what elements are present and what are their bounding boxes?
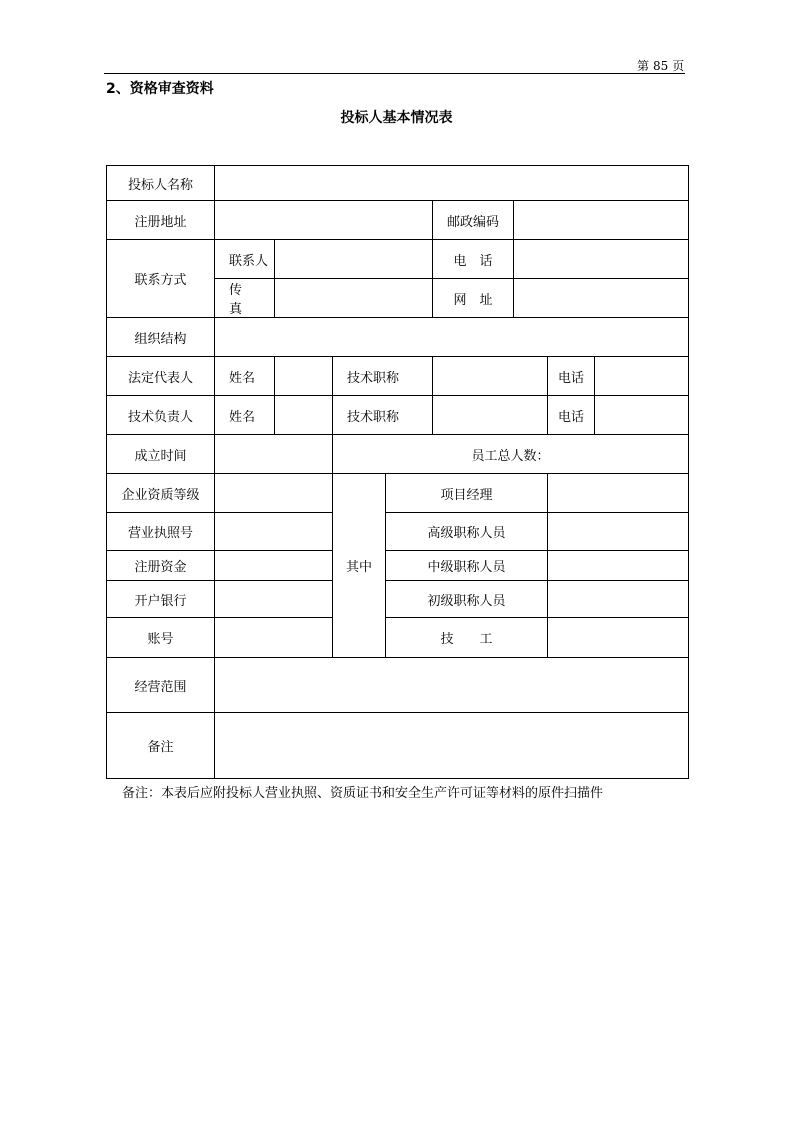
label-phone: 电 话 [433,240,514,279]
label-org-structure: 组织结构 [107,318,215,357]
label-bidder-name: 投标人名称 [107,166,215,201]
value-phone[interactable] [514,240,689,279]
label-legal-rep-title: 技术职称 [333,357,433,396]
label-fax: 传 真 [215,279,275,318]
value-fax[interactable] [275,279,433,318]
section-title: 2、资格审查资料 [106,81,214,97]
value-reg-address[interactable] [215,201,433,240]
value-technician[interactable] [548,618,689,658]
label-business-scope: 经营范围 [107,658,215,713]
page-number-value: 85 [653,59,669,73]
label-reg-address: 注册地址 [107,201,215,240]
label-tech-lead-phone: 电话 [548,396,595,435]
label-tech-lead: 技术负责人 [107,396,215,435]
page-number-suffix: 页 [672,59,685,73]
label-legal-rep-name: 姓名 [215,357,275,396]
label-bank: 开户银行 [107,581,215,618]
value-postal-code[interactable] [514,201,689,240]
label-contact-method: 联系方式 [107,240,215,318]
label-founded: 成立时间 [107,435,215,474]
value-reg-capital[interactable] [215,551,333,581]
label-senior-title: 高级职称人员 [386,513,548,551]
page-number-prefix: 第 [637,59,650,73]
label-legal-rep: 法定代表人 [107,357,215,396]
value-legal-rep-title[interactable] [433,357,548,396]
label-business-license: 营业执照号 [107,513,215,551]
value-business-scope[interactable] [215,658,689,713]
label-contact-person: 联系人 [215,240,275,279]
header-rule [104,73,685,74]
value-tech-lead-name[interactable] [275,396,333,435]
label-tech-lead-title: 技术职称 [333,396,433,435]
value-bank[interactable] [215,581,333,618]
table-row [107,166,689,201]
table-row [107,357,689,396]
label-legal-rep-phone: 电话 [548,357,595,396]
table-row [107,713,689,779]
form-title: 投标人基本情况表 [340,110,453,126]
value-account[interactable] [215,618,333,658]
label-junior-title: 初级职称人员 [386,581,548,618]
label-total-staff: 员工总人数： [333,435,689,474]
value-remarks[interactable] [215,713,689,779]
value-project-manager[interactable] [548,474,689,513]
label-remarks: 备注 [107,713,215,779]
table-row [107,396,689,435]
label-among: 其中 [333,474,386,658]
label-tech-lead-name: 姓名 [215,396,275,435]
value-senior-title[interactable] [548,513,689,551]
value-tech-lead-title[interactable] [433,396,548,435]
value-business-license[interactable] [215,513,333,551]
label-website: 网 址 [433,279,514,318]
table-row [107,201,689,240]
value-tech-lead-phone[interactable] [595,396,689,435]
label-project-manager: 项目经理 [386,474,548,513]
table-row [107,318,689,357]
value-legal-rep-phone[interactable] [595,357,689,396]
value-org-structure[interactable] [215,318,689,357]
value-founded[interactable] [215,435,333,474]
table-row [107,618,689,658]
table-row [107,474,689,513]
value-website[interactable] [514,279,689,318]
value-mid-title[interactable] [548,551,689,581]
bidder-info-table [106,165,689,779]
table-row [107,551,689,581]
value-legal-rep-name[interactable] [275,357,333,396]
label-mid-title: 中级职称人员 [386,551,548,581]
label-account: 账号 [107,618,215,658]
table-row [107,658,689,713]
table-row [107,435,689,474]
value-bidder-name[interactable] [215,166,689,201]
page-number [637,57,688,74]
label-postal-code: 邮政编码 [433,201,514,240]
footnote: 备注：本表后应附投标人营业执照、资质证书和安全生产许可证等材料的原件扫描件 [122,786,604,801]
table-row [107,581,689,618]
value-qualification[interactable] [215,474,333,513]
table-row [107,240,689,279]
label-qualification: 企业资质等级 [107,474,215,513]
label-technician: 技 工 [386,618,548,658]
table-row [107,513,689,551]
label-reg-capital: 注册资金 [107,551,215,581]
value-junior-title[interactable] [548,581,689,618]
value-contact-person[interactable] [275,240,433,279]
